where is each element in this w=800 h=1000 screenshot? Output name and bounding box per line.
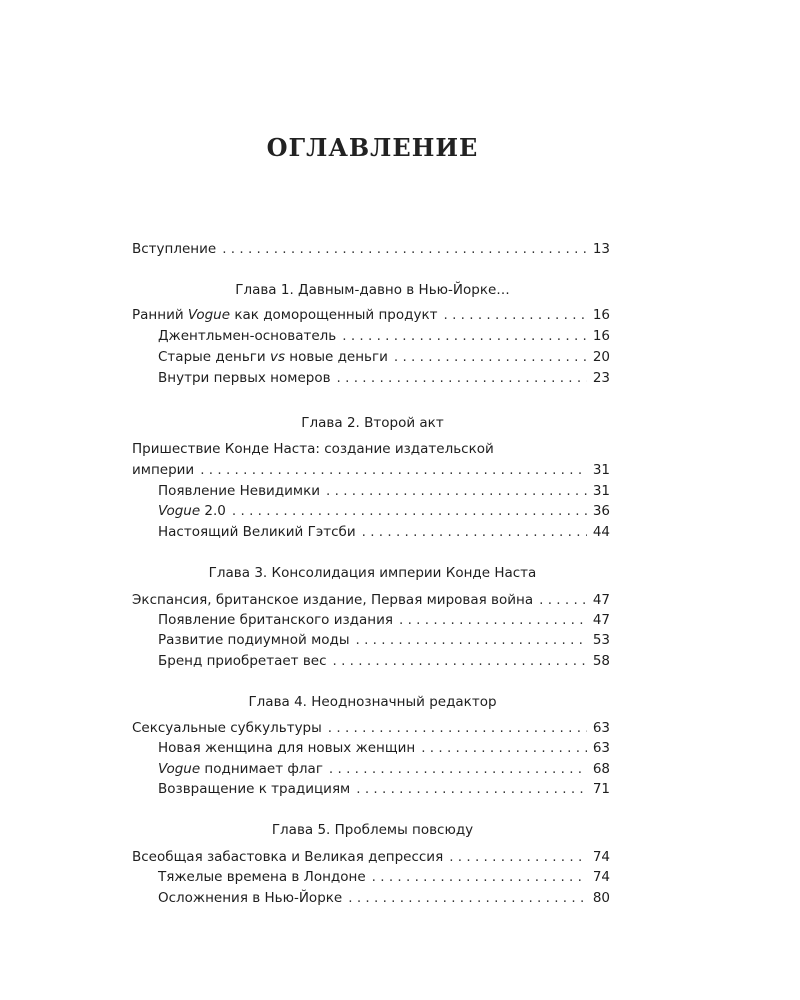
page-number: 23: [592, 370, 610, 386]
entry-label: Внутри первых номеров: [158, 370, 331, 386]
chapter-heading: Глава 2. Второй акт: [301, 415, 444, 431]
leader-dots: [232, 501, 587, 521]
entry-label: Vogue поднимает флаг: [158, 761, 323, 777]
entry-label: Возвращение к традициям: [158, 781, 351, 797]
toc-entry: [158, 610, 610, 630]
toc-entry: [158, 867, 610, 887]
entry-label: Экспансия, британское издание, Первая мировая война: [132, 592, 534, 608]
toc-entry: [158, 888, 610, 908]
leader-dots: [443, 305, 586, 325]
leader-dots: [222, 239, 587, 259]
leader-dots: [449, 847, 587, 867]
leader-dots: [200, 460, 587, 480]
toc-entry: [158, 481, 610, 501]
leader-dots: [372, 867, 587, 887]
leader-dots: [333, 651, 587, 671]
leader-dots: [328, 718, 587, 738]
page-number: 44: [592, 524, 610, 540]
toc-entry: [132, 460, 610, 480]
entry-label: Настоящий Великий Гэтсби: [158, 524, 356, 540]
entry-label: Появление Невидимки: [158, 483, 321, 499]
page-number: 71: [592, 781, 610, 797]
leader-dots: [539, 590, 587, 610]
page-number: 74: [592, 869, 610, 885]
page-number: 31: [592, 462, 610, 478]
leader-dots: [394, 347, 587, 367]
leader-dots: [326, 481, 587, 501]
toc-entry-intro: [132, 239, 610, 259]
page-number: 58: [592, 653, 610, 669]
toc-entry: [158, 347, 610, 367]
page-number: 20: [592, 349, 610, 365]
entry-label: Появление британского издания: [158, 612, 394, 628]
entry-label: Старые деньги vs новые деньги: [158, 349, 388, 365]
page-number: 31: [592, 483, 610, 499]
page-number: 74: [592, 849, 610, 865]
page-title: ОГЛАВЛЕНИЕ: [266, 133, 479, 162]
page-number: 63: [592, 740, 610, 756]
toc-entry: [132, 590, 610, 610]
page-number: 13: [592, 241, 610, 257]
page-number: 80: [592, 890, 610, 906]
page-number: 36: [592, 503, 610, 519]
leader-dots: [342, 326, 587, 346]
chapter-heading: Глава 4. Неоднозначный редактор: [248, 694, 497, 710]
toc-entry: [158, 522, 610, 542]
entry-label-line1: Пришествие Конде Наста: создание издательской: [132, 441, 494, 457]
chapter-heading: Глава 1. Давным-давно в Нью-Йорке…: [235, 282, 510, 298]
toc-entry: [158, 326, 610, 346]
entry-label: Тяжелые времена в Лондоне: [158, 869, 366, 885]
leader-dots: [337, 368, 587, 388]
page-number: 16: [592, 307, 610, 323]
toc-entry: [158, 779, 610, 799]
leader-dots: [421, 738, 587, 758]
toc-entry: [158, 630, 610, 650]
leader-dots: [356, 630, 587, 650]
page-number: 47: [592, 592, 610, 608]
entry-label: Вступление: [132, 241, 217, 257]
toc-entry: [132, 718, 610, 738]
entry-label: Всеобщая забастовка и Великая депрессия: [132, 849, 444, 865]
entry-label: Ранний Vogue как доморощенный продукт: [132, 307, 438, 323]
entry-label: Новая женщина для новых женщин: [158, 740, 416, 756]
entry-label: Джентльмен-основатель: [158, 328, 337, 344]
toc-entry: [158, 759, 610, 779]
leader-dots: [362, 522, 587, 542]
chapter-heading: Глава 5. Проблемы повсюду: [271, 822, 474, 838]
chapter-heading: Глава 3. Консолидация империи Конде Наста: [208, 565, 537, 581]
page-number: 47: [592, 612, 610, 628]
toc-entry: [132, 847, 610, 867]
entry-label: Осложнения в Нью-Йорке: [158, 890, 343, 906]
toc-entry: [158, 368, 610, 388]
toc-entry: [158, 651, 610, 671]
leader-dots: [348, 888, 587, 908]
page-number: 16: [592, 328, 610, 344]
page-number: 63: [592, 720, 610, 736]
page-number: 68: [592, 761, 610, 777]
page-number: 53: [592, 632, 610, 648]
entry-label: империи: [132, 462, 195, 478]
entry-label: Бренд приобретает вес: [158, 653, 327, 669]
toc-entry: [158, 501, 610, 521]
entry-label: Развитие подиумной моды: [158, 632, 350, 648]
toc-entry: [132, 305, 610, 325]
toc-entry: [158, 738, 610, 758]
entry-label: Vogue 2.0: [158, 503, 226, 519]
leader-dots: [329, 759, 587, 779]
leader-dots: [399, 610, 587, 630]
entry-label: Сексуальные субкультуры: [132, 720, 322, 736]
leader-dots: [356, 779, 587, 799]
